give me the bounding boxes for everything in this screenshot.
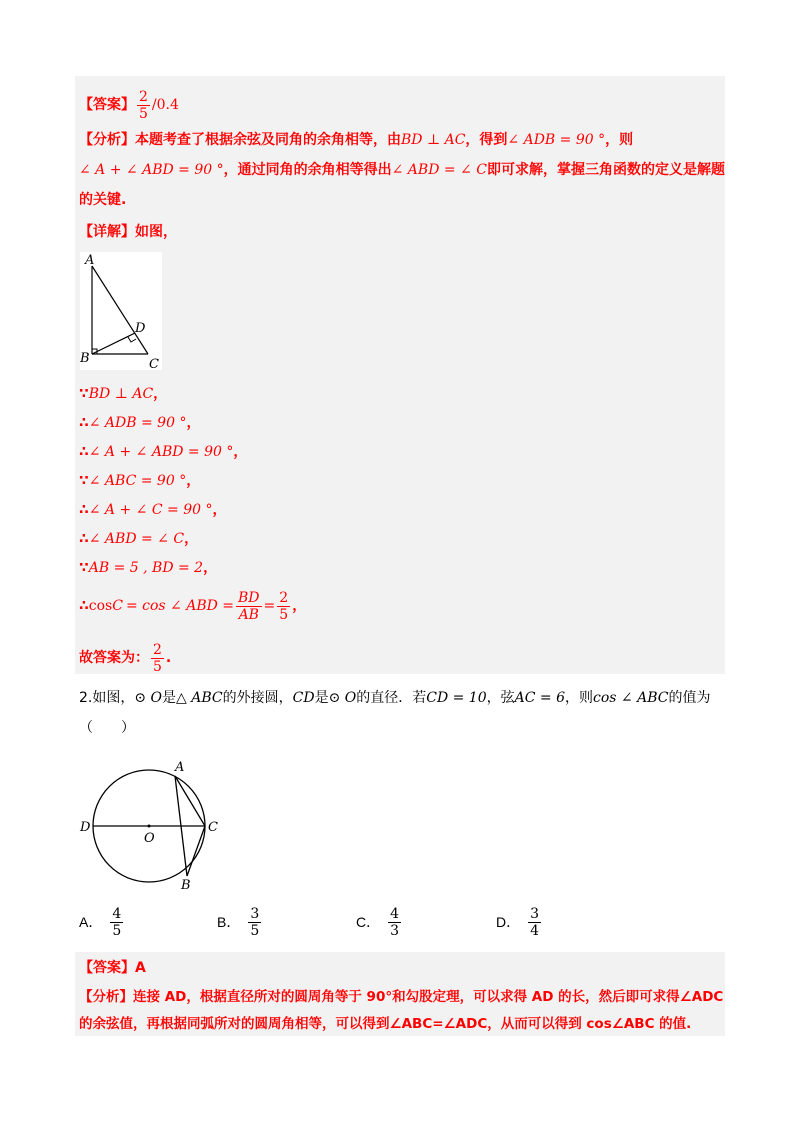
q1-fig-label-c: C bbox=[149, 357, 159, 370]
option-label: B． bbox=[217, 913, 241, 930]
q1-step-5 bbox=[79, 500, 226, 520]
q2-fig-label-b: B bbox=[181, 878, 191, 890]
option-num: 3 bbox=[250, 906, 260, 922]
step-expr: AB = 5 , BD = 2 bbox=[88, 560, 204, 576]
q1-step-2 bbox=[79, 413, 200, 433]
q2-answer-line bbox=[79, 958, 146, 978]
q2-stem-text: 是 bbox=[162, 690, 177, 706]
step-end: ， bbox=[184, 531, 199, 547]
q1-analysis-line-2 bbox=[79, 160, 725, 180]
q1-fig-label-a: A bbox=[85, 253, 95, 268]
q1-analysis-text: ，通过同角的余角相等得出 bbox=[223, 162, 392, 178]
q1-final-den: 5 bbox=[153, 658, 162, 675]
step-end: ， bbox=[186, 473, 201, 489]
q2-analysis-line-2 bbox=[79, 1014, 691, 1034]
q2-fig-label-a: A bbox=[175, 760, 185, 775]
cos-fn: cos bbox=[88, 598, 113, 614]
q1-analysis-math: ∠ A + ∠ ABD = 90 ° bbox=[79, 162, 224, 178]
option-label: D． bbox=[496, 913, 521, 930]
q2-analysis-text: 的余弦值，再根据同弧所对的圆周角相等，可以得到∠ABC=∠ADC，从而可以得到 cos∠ABC 的值. bbox=[79, 1016, 692, 1032]
q2-stem-math: △ ABC bbox=[176, 690, 223, 706]
q2-stem-text: 是 bbox=[314, 690, 329, 706]
q2-stem-text: 的直径．若 bbox=[356, 690, 427, 706]
step-end: ， bbox=[153, 386, 168, 402]
q2-stem-text: ，弦 bbox=[486, 690, 515, 706]
step-end: ， bbox=[233, 444, 248, 460]
step-expr: BD ⊥ AC bbox=[88, 386, 154, 402]
q2-option-b[interactable] bbox=[217, 906, 263, 939]
q1-analysis-text: 的关键. bbox=[79, 192, 127, 208]
option-fraction bbox=[388, 906, 401, 939]
q2-stem-text: 2.如图， bbox=[79, 690, 135, 706]
step-symbol: ∵ bbox=[79, 386, 89, 402]
q1-step-3 bbox=[79, 442, 247, 462]
q2-analysis-line-1 bbox=[79, 987, 723, 1007]
q2-stem-math: CD = 10 bbox=[426, 690, 487, 706]
q1-final-num: 2 bbox=[153, 641, 162, 658]
q2-stem-math: CD bbox=[292, 690, 315, 706]
q1-analysis-math: BD ⊥ AC bbox=[401, 132, 466, 148]
q1-final-fraction bbox=[151, 642, 164, 675]
q2-stem-text: 的值为 bbox=[668, 690, 711, 706]
step-expr: ∠ ADB = 90 ° bbox=[88, 415, 187, 431]
cos-var: C bbox=[112, 598, 123, 614]
q1-final-line bbox=[79, 640, 171, 676]
q1-answer-tag: 【答案】 bbox=[79, 97, 135, 113]
q2-stem-math: AC = 6 bbox=[514, 690, 565, 706]
q1-answer-fraction bbox=[137, 89, 150, 122]
cos-den-1: AB bbox=[238, 606, 259, 623]
option-fraction bbox=[528, 906, 541, 939]
q2-stem-math: ⊙ O bbox=[134, 690, 163, 706]
option-den: 4 bbox=[530, 923, 540, 939]
cos-fraction-1 bbox=[236, 590, 262, 623]
option-num: 3 bbox=[530, 906, 540, 922]
step-symbol: ∵ bbox=[79, 473, 89, 489]
step-expr: ∠ ABD = ∠ C bbox=[88, 531, 185, 547]
q1-analysis-text: 本题考查了根据余弦及同角的余角相等，由 bbox=[135, 132, 401, 148]
q2-fig-label-o: O bbox=[144, 831, 155, 846]
q1-analysis-text: ，则 bbox=[605, 132, 634, 148]
q1-final-text: 故答案为： bbox=[79, 650, 149, 666]
q1-answer-line bbox=[79, 88, 179, 122]
q1-analysis-math: ∠ ABD = ∠ C bbox=[391, 162, 487, 178]
q1-answer-num: 2 bbox=[139, 88, 148, 105]
q2-paren: （ ） bbox=[79, 720, 135, 736]
q1-detail-text: 如图， bbox=[135, 224, 177, 240]
q1-answer-den: 5 bbox=[139, 105, 148, 122]
q2-stem-text: 的外接圆， bbox=[222, 690, 293, 706]
q2-stem-math: ⊙ O bbox=[328, 690, 357, 706]
option-den: 3 bbox=[390, 923, 400, 939]
q1-answer-alt: /0.4 bbox=[151, 97, 179, 113]
q2-option-a[interactable] bbox=[79, 906, 125, 939]
step-end: ， bbox=[186, 415, 201, 431]
step-end: ， bbox=[212, 502, 227, 518]
q1-fig-label-b: B bbox=[80, 351, 90, 366]
q1-analysis-line-1 bbox=[79, 130, 633, 150]
q2-circle-figure bbox=[77, 758, 227, 890]
q1-analysis-tag: 【分析】 bbox=[79, 132, 135, 148]
q1-step-4 bbox=[79, 471, 200, 491]
step-symbol: ∴ bbox=[79, 598, 89, 614]
cos-fraction-2 bbox=[277, 590, 290, 623]
step-expr: ∠ A + ∠ ABD = 90 ° bbox=[88, 444, 234, 460]
q1-analysis-text: ，得到 bbox=[465, 132, 508, 148]
cos-num-1: BD bbox=[238, 589, 260, 606]
step-symbol: ∴ bbox=[79, 502, 89, 518]
q1-analysis-text: 即可求解，掌握三角函数的定义是解题 bbox=[486, 162, 725, 178]
q1-triangle-svg bbox=[80, 252, 162, 370]
q1-final-end: . bbox=[165, 650, 172, 666]
q2-stem-math: cos ∠ ABC bbox=[593, 690, 669, 706]
q2-fig-label-c: C bbox=[208, 820, 218, 835]
q2-analysis-tag: 【分析】 bbox=[79, 989, 133, 1005]
q2-option-d[interactable] bbox=[496, 906, 543, 939]
step-expr: ∠ ABC = 90 ° bbox=[88, 473, 187, 489]
q2-analysis-text: 连接 AD，根据直径所对的圆周角等于 90°和勾股定理，可以求得 AD 的长，然后即可求得∠ADC bbox=[133, 989, 724, 1005]
q1-analysis-math: ∠ ADB = 90 ° bbox=[507, 132, 606, 148]
q1-analysis-line-3 bbox=[79, 190, 126, 210]
q2-answer-value: A bbox=[135, 960, 146, 976]
q1-fig-label-d: D bbox=[135, 321, 146, 336]
option-num: 4 bbox=[112, 906, 122, 922]
q2-option-c[interactable] bbox=[356, 906, 403, 939]
q2-answer-tag: 【答案】 bbox=[79, 960, 135, 976]
step-symbol: ∴ bbox=[79, 531, 89, 547]
step-symbol: ∵ bbox=[79, 560, 89, 576]
option-num: 4 bbox=[390, 906, 400, 922]
cos-num-2: 2 bbox=[279, 589, 289, 606]
q1-triangle-figure bbox=[80, 252, 162, 370]
step-end: ， bbox=[203, 560, 218, 576]
q1-step-1 bbox=[79, 384, 167, 404]
q2-fig-label-d: D bbox=[80, 820, 91, 835]
option-fraction bbox=[248, 906, 261, 939]
option-label: C． bbox=[356, 913, 381, 930]
option-den: 5 bbox=[112, 923, 122, 939]
step-symbol: ∴ bbox=[79, 444, 89, 460]
q1-detail-line bbox=[79, 222, 177, 242]
option-label: A． bbox=[79, 913, 103, 930]
option-den: 5 bbox=[250, 923, 260, 939]
cos-mid: = cos ∠ ABD = bbox=[125, 598, 235, 614]
option-fraction bbox=[110, 906, 123, 939]
q1-step-6 bbox=[79, 529, 198, 549]
cos-end: ， bbox=[292, 598, 307, 614]
q1-cos-line bbox=[79, 588, 306, 624]
q2-stem-text: ，则 bbox=[565, 690, 593, 706]
step-symbol: ∴ bbox=[79, 415, 89, 431]
q2-stem bbox=[79, 688, 710, 708]
step-expr: ∠ A + ∠ C = 90 ° bbox=[88, 502, 213, 518]
q1-detail-tag: 【详解】 bbox=[79, 224, 135, 240]
cos-eq: = bbox=[263, 598, 276, 614]
q1-step-7 bbox=[79, 558, 217, 578]
cos-den-2: 5 bbox=[279, 606, 289, 623]
